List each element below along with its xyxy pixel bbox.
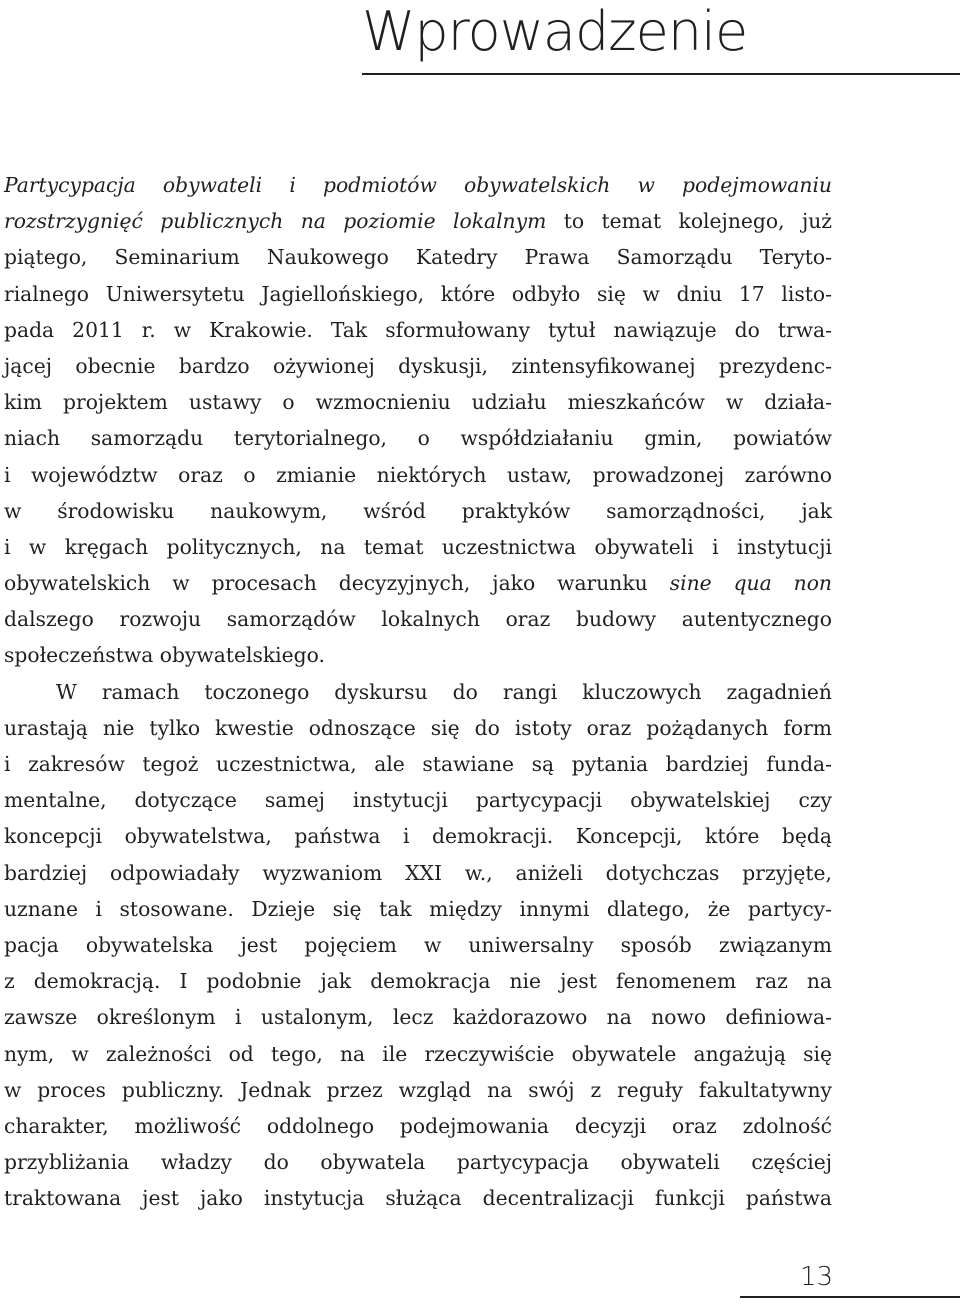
text-line xyxy=(4,203,832,239)
text-line xyxy=(4,457,832,493)
text-run: w środowisku naukowym, wśród praktyków samorządności, jak xyxy=(4,498,832,523)
text-line xyxy=(4,312,832,348)
text-run: koncepcji obywatelstwa, państwa i demokracji. Koncepcji, które będą xyxy=(4,824,832,849)
text-run: jącej obecnie bardzo ożywionej dyskusji, zintensyfikowanej prezydenc- xyxy=(4,353,832,378)
text-run: to temat kolejnego, już xyxy=(546,209,832,234)
text-line xyxy=(4,565,832,601)
text-run: rialnego Uniwersytetu Jagiellońskiego, które odbyło się w dniu 17 listo- xyxy=(4,281,832,306)
text-line xyxy=(4,891,832,927)
text-run: pacja obywatelska jest pojęciem w uniwersalny sposób związanym xyxy=(4,932,832,957)
text-line xyxy=(4,999,832,1035)
text-run: piątego, Seminarium Naukowego Katedry Prawa Samorządu Teryto- xyxy=(4,245,832,270)
text-line xyxy=(4,1180,832,1216)
text-run: W ramach toczonego dyskursu do rangi kluczowych zagadnień xyxy=(56,679,832,704)
footer-rule xyxy=(740,1296,960,1298)
page-number: 13 xyxy=(800,1262,834,1292)
paragraph xyxy=(4,674,832,1217)
body-text xyxy=(4,167,832,1216)
text-run: nym, w zależności od tego, na ile rzeczywiście obywatele angażują się xyxy=(4,1041,832,1066)
text-line xyxy=(4,637,832,673)
text-line xyxy=(4,963,832,999)
text-line xyxy=(4,710,832,746)
text-line xyxy=(4,420,832,456)
text-line xyxy=(4,746,832,782)
text-line xyxy=(4,855,832,891)
text-line xyxy=(4,1144,832,1180)
text-run: obywatelskich w procesach decyzyjnych, jako warunku xyxy=(4,571,670,596)
text-line xyxy=(4,348,832,384)
text-line xyxy=(4,493,832,529)
text-run: pada 2011 r. w Krakowie. Tak sformułowany tytuł nawiązuje do trwa- xyxy=(4,317,832,342)
text-run: dalszego rozwoju samorządów lokalnych oraz budowy autentycznego xyxy=(4,607,832,632)
text-run: bardziej odpowiadały wyzwaniom XXI w., aniżeli dotychczas przyjęte, xyxy=(4,860,832,885)
text-line xyxy=(4,167,832,203)
text-run: społeczeństwa obywatelskiego. xyxy=(4,643,325,668)
text-run: charakter, możliwość oddolnego podejmowania decyzji oraz zdolność xyxy=(4,1113,832,1138)
text-run: z demokracją. I podobnie jak demokracja nie jest fenomenem raz na xyxy=(4,969,832,994)
text-line xyxy=(4,529,832,565)
text-run: zawsze określonym i ustalonym, lecz każdorazowo na nowo definiowa- xyxy=(4,1005,832,1030)
italic-text: Partycypacja obywateli i podmiotów obywatelskich w podejmowaniu xyxy=(4,173,832,197)
title-underline xyxy=(362,73,960,75)
text-run: i województw oraz o zmianie niektórych ustaw, prowadzonej zarówno xyxy=(4,462,832,487)
text-line xyxy=(4,384,832,420)
text-line xyxy=(4,1072,832,1108)
text-line xyxy=(4,927,832,963)
text-line xyxy=(4,239,832,275)
text-run: i zakresów tegoż uczestnictwa, ale stawiane są pytania bardziej funda- xyxy=(4,752,832,776)
text-line xyxy=(4,276,832,312)
text-run: i w kręgach politycznych, na temat uczestnictwa obywateli i instytucji xyxy=(4,534,832,559)
italic-text: sine qua non xyxy=(669,571,832,596)
text-run: urastają nie tylko kwestie odnoszące się do istoty oraz pożądanych form xyxy=(4,715,832,740)
text-line xyxy=(4,782,832,818)
text-line xyxy=(4,1036,832,1072)
text-run: w proces publiczny. Jednak przez wzgląd na swój z reguły fakultatywny xyxy=(4,1077,832,1102)
text-run: uznane i stosowane. Dzieje się tak między innymi dlatego, że partycy- xyxy=(4,896,832,921)
text-run: kim projektem ustawy o wzmocnieniu udziału mieszkańców w działa- xyxy=(4,390,832,415)
text-run: traktowana jest jako instytucja służąca decentralizacji funkcji państwa xyxy=(4,1186,832,1211)
italic-text: rozstrzygnięć publicznych na poziomie lokalnym xyxy=(4,209,547,234)
text-run: niach samorządu terytorialnego, o współdziałaniu gmin, powiatów xyxy=(4,426,832,451)
text-run: mentalne, dotyczące samej instytucji partycypacji obywatelskiej czy xyxy=(4,788,832,813)
text-line xyxy=(4,674,832,710)
page-title: Wprowadzenie xyxy=(362,0,748,63)
text-run: przybliżania władzy do obywatela partycypacja obywateli częściej xyxy=(4,1150,832,1175)
text-line xyxy=(4,1108,832,1144)
text-line xyxy=(4,601,832,637)
text-line xyxy=(4,818,832,854)
paragraph xyxy=(4,167,832,674)
